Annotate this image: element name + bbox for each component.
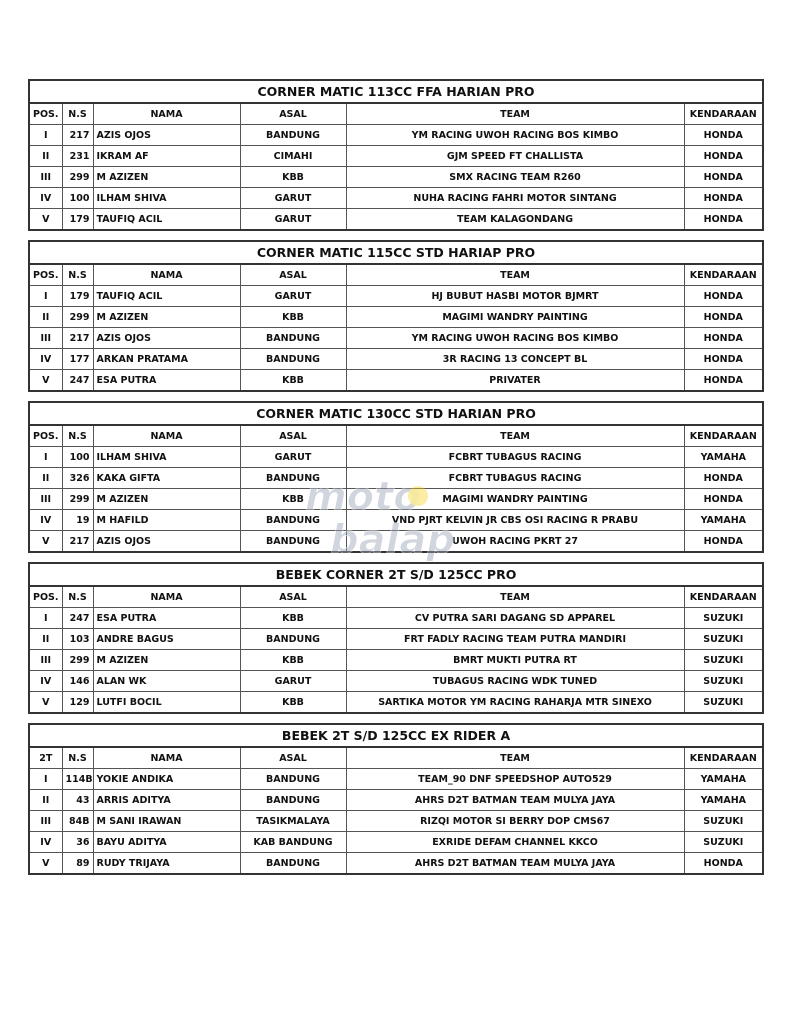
- cell-pos: II: [29, 790, 62, 811]
- cell-team: TEAM_90 DNF SPEEDSHOP AUTO529: [346, 769, 684, 790]
- table-row: [29, 146, 763, 167]
- header-row: [29, 425, 763, 447]
- cell-pos: V: [29, 370, 62, 392]
- cell-asal: BANDUNG: [240, 629, 346, 650]
- header-asal: ASAL: [240, 586, 346, 608]
- cell-ns: 217: [62, 531, 93, 553]
- table-row: [29, 811, 763, 832]
- header-asal: ASAL: [240, 425, 346, 447]
- cell-ns: 326: [62, 468, 93, 489]
- cell-team: EXRIDE DEFAM CHANNEL KKCO: [346, 832, 684, 853]
- cell-kendaraan: YAMAHA: [684, 510, 763, 531]
- cell-nama: ESA PUTRA: [93, 370, 240, 392]
- cell-nama: M SANI IRAWAN: [93, 811, 240, 832]
- header-team: TEAM: [346, 747, 684, 769]
- results-section: [28, 240, 762, 392]
- header-ns: N.S: [62, 747, 93, 769]
- table-row: [29, 769, 763, 790]
- cell-pos: II: [29, 468, 62, 489]
- results-section: [28, 723, 762, 875]
- cell-pos: I: [29, 769, 62, 790]
- table-row: [29, 307, 763, 328]
- header-team: TEAM: [346, 103, 684, 125]
- cell-team: MAGIMI WANDRY PAINTING: [346, 489, 684, 510]
- header-nama: NAMA: [93, 103, 240, 125]
- section-title: BEBEK CORNER 2T S/D 125CC PRO: [29, 563, 763, 586]
- cell-asal: GARUT: [240, 209, 346, 231]
- cell-nama: ANDRE BAGUS: [93, 629, 240, 650]
- cell-nama: ALAN WK: [93, 671, 240, 692]
- cell-team: BMRT MUKTI PUTRA RT: [346, 650, 684, 671]
- results-table: [28, 562, 764, 714]
- cell-ns: 217: [62, 125, 93, 146]
- cell-kendaraan: HONDA: [684, 531, 763, 553]
- cell-nama: TAUFIQ ACIL: [93, 286, 240, 307]
- results-section: [28, 562, 762, 714]
- header-team: TEAM: [346, 425, 684, 447]
- cell-kendaraan: HONDA: [684, 286, 763, 307]
- section-title: CORNER MATIC 130CC STD HARIAN PRO: [29, 402, 763, 425]
- cell-pos: III: [29, 811, 62, 832]
- cell-team: TEAM KALAGONDANG: [346, 209, 684, 231]
- cell-kendaraan: HONDA: [684, 209, 763, 231]
- cell-kendaraan: SUZUKI: [684, 671, 763, 692]
- cell-pos: IV: [29, 349, 62, 370]
- cell-kendaraan: HONDA: [684, 489, 763, 510]
- table-row: [29, 510, 763, 531]
- cell-team: CV PUTRA SARI DAGANG SD APPAREL: [346, 608, 684, 629]
- cell-ns: 299: [62, 167, 93, 188]
- cell-ns: 247: [62, 608, 93, 629]
- cell-pos: IV: [29, 510, 62, 531]
- cell-kendaraan: SUZUKI: [684, 832, 763, 853]
- cell-nama: KAKA GIFTA: [93, 468, 240, 489]
- cell-nama: IKRAM AF: [93, 146, 240, 167]
- table-row: [29, 209, 763, 231]
- cell-team: RIZQI MOTOR SI BERRY DOP CMS67: [346, 811, 684, 832]
- cell-asal: BANDUNG: [240, 510, 346, 531]
- table-row: [29, 790, 763, 811]
- cell-pos: III: [29, 167, 62, 188]
- cell-kendaraan: SUZUKI: [684, 629, 763, 650]
- cell-pos: I: [29, 447, 62, 468]
- cell-ns: 129: [62, 692, 93, 714]
- table-row: [29, 167, 763, 188]
- cell-ns: 177: [62, 349, 93, 370]
- header-asal: ASAL: [240, 747, 346, 769]
- cell-asal: GARUT: [240, 671, 346, 692]
- cell-nama: ILHAM SHIVA: [93, 188, 240, 209]
- header-row: [29, 264, 763, 286]
- table-row: [29, 328, 763, 349]
- cell-kendaraan: YAMAHA: [684, 790, 763, 811]
- cell-team: HJ BUBUT HASBI MOTOR BJMRT: [346, 286, 684, 307]
- table-row: [29, 650, 763, 671]
- results-section: [28, 79, 762, 231]
- cell-ns: 103: [62, 629, 93, 650]
- cell-nama: ILHAM SHIVA: [93, 447, 240, 468]
- table-row: [29, 629, 763, 650]
- cell-ns: 100: [62, 188, 93, 209]
- cell-pos: II: [29, 629, 62, 650]
- table-row: [29, 188, 763, 209]
- header-ns: N.S: [62, 264, 93, 286]
- section-title: CORNER MATIC 113CC FFA HARIAN PRO: [29, 80, 763, 103]
- cell-kendaraan: SUZUKI: [684, 692, 763, 714]
- header-kendaraan: KENDARAAN: [684, 264, 763, 286]
- header-row: [29, 103, 763, 125]
- cell-kendaraan: HONDA: [684, 328, 763, 349]
- cell-kendaraan: HONDA: [684, 146, 763, 167]
- cell-asal: BANDUNG: [240, 531, 346, 553]
- cell-team: FCBRT TUBAGUS RACING: [346, 468, 684, 489]
- header-nama: NAMA: [93, 747, 240, 769]
- header-nama: NAMA: [93, 586, 240, 608]
- results-table: [28, 79, 764, 231]
- cell-team: VND PJRT KELVIN JR CBS OSI RACING R PRABU: [346, 510, 684, 531]
- cell-nama: RUDY TRIJAYA: [93, 853, 240, 875]
- cell-asal: KBB: [240, 608, 346, 629]
- header-ns: N.S: [62, 103, 93, 125]
- cell-team: NUHA RACING FAHRI MOTOR SINTANG: [346, 188, 684, 209]
- results-section: [28, 401, 762, 553]
- cell-ns: 179: [62, 209, 93, 231]
- cell-nama: M AZIZEN: [93, 167, 240, 188]
- table-row: [29, 531, 763, 553]
- cell-kendaraan: HONDA: [684, 468, 763, 489]
- table-row: [29, 370, 763, 392]
- cell-asal: GARUT: [240, 188, 346, 209]
- header-asal: ASAL: [240, 103, 346, 125]
- cell-kendaraan: HONDA: [684, 125, 763, 146]
- cell-ns: 84B: [62, 811, 93, 832]
- cell-asal: BANDUNG: [240, 468, 346, 489]
- header-team: TEAM: [346, 264, 684, 286]
- cell-ns: 247: [62, 370, 93, 392]
- cell-nama: M AZIZEN: [93, 489, 240, 510]
- cell-nama: M AZIZEN: [93, 307, 240, 328]
- cell-kendaraan: HONDA: [684, 188, 763, 209]
- cell-kendaraan: HONDA: [684, 167, 763, 188]
- cell-kendaraan: HONDA: [684, 370, 763, 392]
- cell-nama: ESA PUTRA: [93, 608, 240, 629]
- cell-asal: KBB: [240, 692, 346, 714]
- cell-kendaraan: SUZUKI: [684, 608, 763, 629]
- cell-ns: 114B: [62, 769, 93, 790]
- cell-ns: 146: [62, 671, 93, 692]
- cell-asal: BANDUNG: [240, 790, 346, 811]
- cell-nama: AZIS OJOS: [93, 531, 240, 553]
- cell-team: SARTIKA MOTOR YM RACING RAHARJA MTR SINEXO: [346, 692, 684, 714]
- cell-asal: KBB: [240, 650, 346, 671]
- cell-ns: 36: [62, 832, 93, 853]
- table-row: [29, 468, 763, 489]
- table-row: [29, 608, 763, 629]
- cell-asal: CIMAHI: [240, 146, 346, 167]
- header-row: [29, 586, 763, 608]
- cell-nama: ARKAN PRATAMA: [93, 349, 240, 370]
- cell-nama: LUTFI BOCIL: [93, 692, 240, 714]
- results-document: [28, 79, 762, 884]
- cell-asal: BANDUNG: [240, 769, 346, 790]
- cell-asal: KBB: [240, 489, 346, 510]
- header-pos: POS.: [29, 103, 62, 125]
- cell-pos: III: [29, 489, 62, 510]
- header-ns: N.S: [62, 586, 93, 608]
- cell-pos: IV: [29, 671, 62, 692]
- cell-team: SMX RACING TEAM R260: [346, 167, 684, 188]
- cell-pos: III: [29, 328, 62, 349]
- cell-pos: I: [29, 286, 62, 307]
- cell-asal: GARUT: [240, 286, 346, 307]
- header-team: TEAM: [346, 586, 684, 608]
- cell-team: UWOH RACING PKRT 27: [346, 531, 684, 553]
- cell-kendaraan: YAMAHA: [684, 447, 763, 468]
- cell-pos: I: [29, 608, 62, 629]
- header-pos: POS.: [29, 586, 62, 608]
- cell-ns: 19: [62, 510, 93, 531]
- cell-pos: V: [29, 531, 62, 553]
- cell-ns: 100: [62, 447, 93, 468]
- header-pos: 2T: [29, 747, 62, 769]
- cell-ns: 299: [62, 650, 93, 671]
- results-table: [28, 240, 764, 392]
- cell-nama: M AZIZEN: [93, 650, 240, 671]
- header-kendaraan: KENDARAAN: [684, 425, 763, 447]
- table-row: [29, 286, 763, 307]
- cell-asal: KBB: [240, 167, 346, 188]
- header-ns: N.S: [62, 425, 93, 447]
- table-row: [29, 447, 763, 468]
- table-row: [29, 489, 763, 510]
- cell-asal: GARUT: [240, 447, 346, 468]
- cell-ns: 299: [62, 489, 93, 510]
- header-kendaraan: KENDARAAN: [684, 103, 763, 125]
- cell-nama: TAUFIQ ACIL: [93, 209, 240, 231]
- cell-pos: IV: [29, 832, 62, 853]
- table-row: [29, 125, 763, 146]
- cell-asal: BANDUNG: [240, 328, 346, 349]
- cell-team: PRIVATER: [346, 370, 684, 392]
- cell-asal: KBB: [240, 370, 346, 392]
- cell-team: GJM SPEED FT CHALLISTA: [346, 146, 684, 167]
- cell-ns: 89: [62, 853, 93, 875]
- cell-kendaraan: SUZUKI: [684, 650, 763, 671]
- header-pos: POS.: [29, 425, 62, 447]
- section-title: CORNER MATIC 115CC STD HARIAP PRO: [29, 241, 763, 264]
- cell-kendaraan: HONDA: [684, 349, 763, 370]
- table-row: [29, 832, 763, 853]
- cell-kendaraan: YAMAHA: [684, 769, 763, 790]
- cell-nama: M HAFILD: [93, 510, 240, 531]
- cell-team: YM RACING UWOH RACING BOS KIMBO: [346, 125, 684, 146]
- cell-pos: V: [29, 853, 62, 875]
- cell-pos: III: [29, 650, 62, 671]
- header-pos: POS.: [29, 264, 62, 286]
- cell-team: MAGIMI WANDRY PAINTING: [346, 307, 684, 328]
- cell-kendaraan: HONDA: [684, 853, 763, 875]
- results-table: [28, 401, 764, 553]
- table-row: [29, 692, 763, 714]
- table-row: [29, 349, 763, 370]
- cell-kendaraan: SUZUKI: [684, 811, 763, 832]
- cell-team: TUBAGUS RACING WDK TUNED: [346, 671, 684, 692]
- cell-pos: II: [29, 146, 62, 167]
- cell-nama: AZIS OJOS: [93, 328, 240, 349]
- table-row: [29, 671, 763, 692]
- cell-nama: AZIS OJOS: [93, 125, 240, 146]
- cell-asal: BANDUNG: [240, 125, 346, 146]
- cell-ns: 299: [62, 307, 93, 328]
- cell-team: 3R RACING 13 CONCEPT BL: [346, 349, 684, 370]
- cell-nama: ARRIS ADITYA: [93, 790, 240, 811]
- cell-pos: V: [29, 692, 62, 714]
- table-row: [29, 853, 763, 875]
- header-kendaraan: KENDARAAN: [684, 586, 763, 608]
- results-table: [28, 723, 764, 875]
- cell-kendaraan: HONDA: [684, 307, 763, 328]
- cell-asal: TASIKMALAYA: [240, 811, 346, 832]
- cell-ns: 231: [62, 146, 93, 167]
- header-nama: NAMA: [93, 264, 240, 286]
- cell-team: FRT FADLY RACING TEAM PUTRA MANDIRI: [346, 629, 684, 650]
- cell-pos: I: [29, 125, 62, 146]
- cell-pos: IV: [29, 188, 62, 209]
- cell-nama: YOKIE ANDIKA: [93, 769, 240, 790]
- header-nama: NAMA: [93, 425, 240, 447]
- cell-team: YM RACING UWOH RACING BOS KIMBO: [346, 328, 684, 349]
- cell-team: FCBRT TUBAGUS RACING: [346, 447, 684, 468]
- cell-team: AHRS D2T BATMAN TEAM MULYA JAYA: [346, 853, 684, 875]
- cell-team: AHRS D2T BATMAN TEAM MULYA JAYA: [346, 790, 684, 811]
- cell-ns: 43: [62, 790, 93, 811]
- cell-asal: BANDUNG: [240, 853, 346, 875]
- header-asal: ASAL: [240, 264, 346, 286]
- cell-nama: BAYU ADITYA: [93, 832, 240, 853]
- cell-pos: II: [29, 307, 62, 328]
- cell-asal: BANDUNG: [240, 349, 346, 370]
- header-kendaraan: KENDARAAN: [684, 747, 763, 769]
- cell-ns: 217: [62, 328, 93, 349]
- cell-asal: KBB: [240, 307, 346, 328]
- section-title: BEBEK 2T S/D 125CC EX RIDER A: [29, 724, 763, 747]
- cell-asal: KAB BANDUNG: [240, 832, 346, 853]
- cell-ns: 179: [62, 286, 93, 307]
- svg-text:balap: balap: [330, 517, 455, 563]
- svg-text:moto: moto: [305, 474, 421, 520]
- header-row: [29, 747, 763, 769]
- cell-pos: V: [29, 209, 62, 231]
